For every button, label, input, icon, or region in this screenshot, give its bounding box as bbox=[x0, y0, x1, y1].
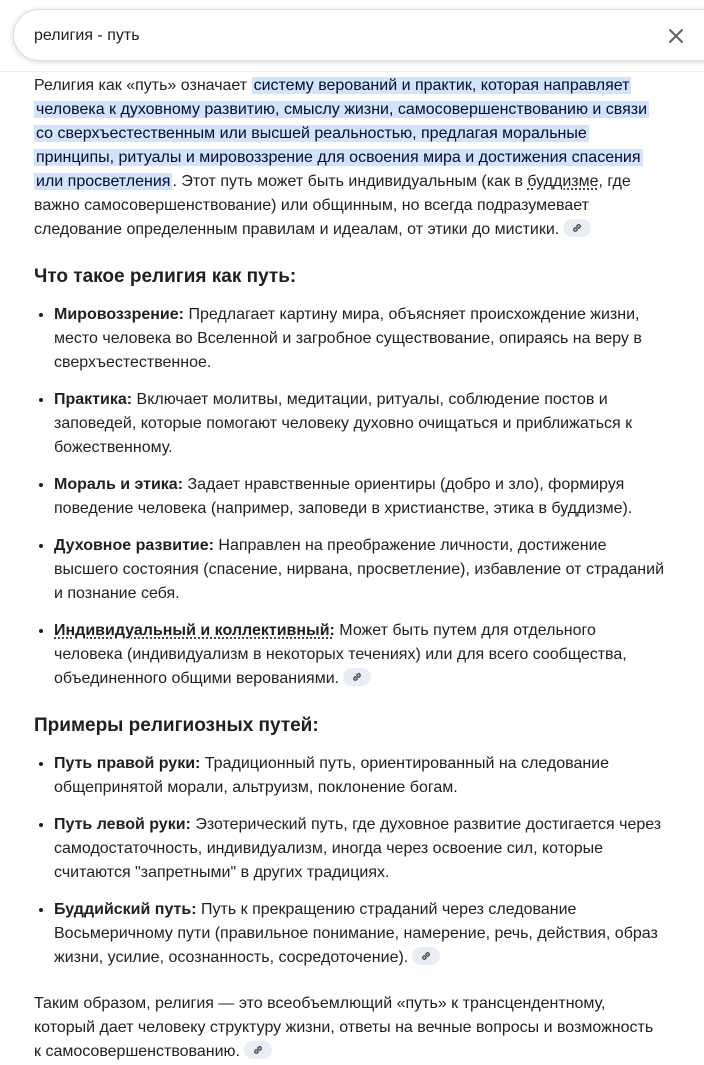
what-is-list bbox=[34, 302, 664, 691]
list-item-term: Буддийский путь: bbox=[54, 901, 197, 918]
highlight-line: принципы, ритуалы и мировоззрение для освоения мира и достижения спасения bbox=[36, 149, 641, 166]
list-item-term: Путь левой руки: bbox=[54, 816, 191, 833]
buddhism-term-link[interactable]: буддизме bbox=[527, 173, 599, 190]
intro-after-b: , где важно самосовершенствование) или общинным, но всегда подразумевает следование определенным правилам и идеалам, от этики до мистики. bbox=[34, 173, 631, 238]
link-icon bbox=[571, 222, 583, 234]
list-item-term: Путь правой руки: bbox=[54, 755, 201, 772]
list-item-term: Мораль и этика: bbox=[54, 476, 184, 493]
link-icon bbox=[420, 950, 432, 962]
list-item bbox=[54, 897, 664, 970]
list-item-text: Традиционный путь, ориентированный на следование общепринятой морали, альтруизм, поклонение богам. bbox=[54, 755, 610, 796]
ai-answer bbox=[34, 74, 664, 1064]
link-icon bbox=[252, 1044, 264, 1056]
source-link-chip[interactable] bbox=[563, 219, 591, 237]
list-item-text: Путь к прекращению страданий через следование Восьмеричному пути (правильное понимание, намерение, речь, действия, образ жизни, усилие, осознанность, сосредоточение). bbox=[54, 901, 658, 966]
list-item bbox=[54, 302, 664, 375]
list-item-text: Предлагает картину мира, объясняет происхождение жизни, место человека во Вселенной и загробное существование, опираясь на веру в сверхъестественное. bbox=[54, 306, 642, 371]
examples-list bbox=[34, 751, 664, 970]
source-link-chip[interactable] bbox=[244, 1041, 272, 1059]
highlight-line: систему верований и практик, которая направляет bbox=[253, 77, 630, 94]
close-icon bbox=[668, 28, 684, 44]
intro-lead: Религия как «путь» означает bbox=[34, 77, 252, 94]
source-link-chip[interactable] bbox=[343, 668, 371, 686]
conclusion-paragraph bbox=[34, 992, 664, 1064]
list-item bbox=[54, 812, 664, 885]
intro-paragraph bbox=[34, 74, 664, 242]
list-item bbox=[54, 472, 664, 521]
section-heading-examples: Примеры религиозных путей: bbox=[34, 715, 319, 736]
list-item-term: Мировоззрение: bbox=[54, 306, 184, 323]
list-item bbox=[54, 533, 664, 606]
intro-after-a: . Этот путь может быть индивидуальным (как в bbox=[172, 173, 528, 190]
header-divider bbox=[0, 71, 704, 72]
search-input[interactable] bbox=[34, 23, 634, 49]
list-item-text: Включает молитвы, медитации, ритуалы, соблюдение постов и заповедей, которые помогают человеку духовно очищаться и приближаться к божественному. bbox=[54, 391, 633, 456]
list-item bbox=[54, 618, 664, 691]
conclusion-text: Таким образом, религия — это всеобъемлющий «путь» к трансцендентному, который дает человеку структуру жизни, ответы на вечные вопросы и возможность к самосовершенствованию. bbox=[34, 995, 654, 1060]
clear-search-button[interactable] bbox=[662, 22, 690, 50]
link-icon bbox=[351, 671, 363, 683]
highlight-line: или просветления bbox=[36, 173, 171, 190]
list-item-term: Духовное развитие: bbox=[54, 537, 214, 554]
list-item bbox=[54, 387, 664, 460]
highlight-line: связи со сверхъестественным или высшей реальностью, предлагая моральные bbox=[36, 101, 648, 142]
list-item-text: Направлен на преображение личности, достижение высшего состояния (спасение, нирвана, просветление), избавление от страданий и познание себя. bbox=[54, 537, 665, 602]
list-item-text: Может быть путем для отдельного человека (индивидуализм в некоторых течениях) или для всего сообщества, объединенного общими верованиями. bbox=[54, 622, 627, 687]
list-item-text: Эзотерический путь, где духовное развитие достигается через самодостаточность, индивидуализм, иногда через освоение сил, которые считаются "запретными" в других традициях. bbox=[54, 816, 662, 881]
source-link-chip[interactable] bbox=[412, 947, 440, 965]
section-heading-what-is: Что такое религия как путь: bbox=[34, 266, 297, 287]
list-item-term-link[interactable]: Индивидуальный и коллективный: bbox=[54, 622, 335, 639]
list-item bbox=[54, 751, 664, 800]
search-bar bbox=[13, 9, 704, 61]
highlight-line: человека к духовному развитию, смыслу жизни, самосовершенствованию и bbox=[36, 101, 602, 118]
list-item-text: Задает нравственные ориентиры (добро и зло), формируя поведение человека (например, заповеди в христианстве, этика в буддизме). bbox=[54, 476, 633, 517]
list-item-term: Практика: bbox=[54, 391, 133, 408]
